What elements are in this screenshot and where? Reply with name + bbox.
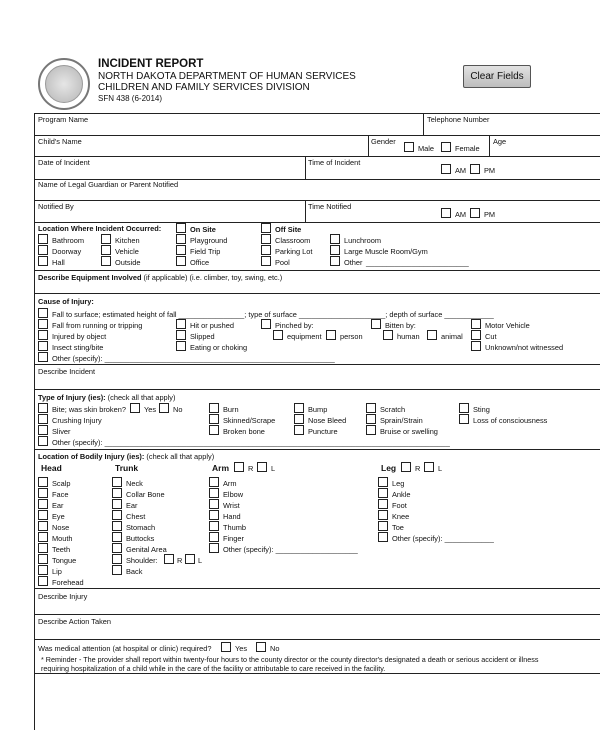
head-item: Forehead bbox=[52, 578, 84, 587]
male-label: Male bbox=[418, 144, 435, 153]
row-divider bbox=[35, 156, 600, 157]
injury-sprain: Sprain/Strain bbox=[380, 416, 423, 425]
injury-skinned: Skinned/Scrape bbox=[223, 416, 276, 425]
leg-checkbox[interactable] bbox=[378, 532, 388, 542]
head-checkbox[interactable] bbox=[38, 499, 48, 509]
notified-am-checkbox[interactable] bbox=[441, 208, 451, 218]
leg-item: Knee bbox=[392, 512, 410, 521]
injury-checkbox[interactable] bbox=[209, 425, 219, 435]
trunk-heading: Trunk bbox=[115, 463, 139, 473]
injury-type-hint: (check all that apply) bbox=[105, 393, 176, 402]
cause-checkbox[interactable] bbox=[261, 319, 271, 329]
describe-incident-label: Describe Incident bbox=[38, 367, 96, 376]
leg-checkbox[interactable] bbox=[378, 521, 388, 531]
location-checkbox[interactable] bbox=[101, 245, 111, 255]
location-checkbox[interactable] bbox=[261, 245, 271, 255]
medical-yes-label: Yes bbox=[235, 644, 248, 653]
cause-other: Other (specify): ________________________________________________________ bbox=[52, 354, 335, 363]
on-site-checkbox[interactable] bbox=[176, 223, 186, 233]
injury-checkbox[interactable] bbox=[38, 414, 48, 424]
cause-animal: animal bbox=[441, 332, 463, 341]
trunk-item: Genital Area bbox=[126, 545, 167, 554]
childs-name-label: Child's Name bbox=[38, 137, 82, 146]
injury-checkbox[interactable] bbox=[38, 403, 48, 413]
injury-puncture: Puncture bbox=[308, 427, 338, 436]
cause-slipped: Slipped bbox=[190, 332, 215, 341]
arm-item: Other (specify): ____________________ bbox=[223, 545, 358, 554]
injury-nose-bleed: Nose Bleed bbox=[308, 416, 347, 425]
gender-label: Gender bbox=[371, 137, 396, 146]
equipment-hint: (if applicable) (i.e. climber, toy, swing, etc.) bbox=[141, 273, 283, 282]
describe-injury-label: Describe Injury bbox=[38, 592, 88, 601]
location-checkbox[interactable] bbox=[261, 256, 271, 266]
trunk-checkbox[interactable] bbox=[112, 554, 122, 564]
cause-checkbox[interactable] bbox=[383, 330, 393, 340]
head-item: Eye bbox=[52, 512, 65, 521]
leg-right-checkbox[interactable] bbox=[401, 462, 411, 472]
cause-object: Injured by object bbox=[52, 332, 107, 341]
head-checkbox[interactable] bbox=[38, 488, 48, 498]
location-checkbox[interactable] bbox=[330, 234, 340, 244]
injury-checkbox[interactable] bbox=[209, 414, 219, 424]
female-checkbox[interactable] bbox=[441, 142, 451, 152]
location-gym: Large Muscle Room/Gym bbox=[344, 247, 428, 256]
location-field-trip: Field Trip bbox=[190, 247, 221, 256]
incident-form bbox=[34, 113, 600, 730]
location-checkbox[interactable] bbox=[176, 256, 186, 266]
location-outside: Outside bbox=[115, 258, 141, 267]
shoulder-left-checkbox[interactable] bbox=[185, 554, 195, 564]
arm-checkbox[interactable] bbox=[209, 521, 219, 531]
arm-left-checkbox[interactable] bbox=[257, 462, 267, 472]
row-divider bbox=[35, 588, 600, 589]
head-item: Lip bbox=[52, 567, 62, 576]
cause-checkbox[interactable] bbox=[176, 319, 186, 329]
trunk-item: Neck bbox=[126, 479, 143, 488]
injury-checkbox[interactable] bbox=[366, 414, 376, 424]
shoulder-right-checkbox[interactable] bbox=[164, 554, 174, 564]
arm-checkbox[interactable] bbox=[209, 543, 219, 553]
cause-hit: Hit or pushed bbox=[190, 321, 234, 330]
bite-yes-label: Yes bbox=[144, 405, 157, 414]
reminder-line-2: requiring hospitalization of a child while in the care of the facility or attributable to care received in the facility. bbox=[41, 664, 386, 673]
arm-heading: Arm bbox=[212, 463, 230, 473]
notified-pm-checkbox[interactable] bbox=[470, 208, 480, 218]
age-label: Age bbox=[493, 137, 507, 146]
off-site-checkbox[interactable] bbox=[261, 223, 271, 233]
arm-right-checkbox[interactable] bbox=[234, 462, 244, 472]
row-divider bbox=[35, 222, 600, 223]
head-checkbox[interactable] bbox=[38, 477, 48, 487]
location-checkbox[interactable] bbox=[101, 256, 111, 266]
arm-checkbox[interactable] bbox=[209, 532, 219, 542]
injury-scratch: Scratch bbox=[380, 405, 406, 414]
trunk-checkbox[interactable] bbox=[112, 510, 122, 520]
am-label: AM bbox=[455, 166, 467, 175]
cause-checkbox[interactable] bbox=[371, 319, 381, 329]
cause-checkbox[interactable] bbox=[38, 341, 48, 351]
state-seal-icon bbox=[45, 65, 83, 103]
column-divider bbox=[305, 156, 306, 179]
head-item: Tongue bbox=[52, 556, 77, 565]
head-item: Teeth bbox=[52, 545, 71, 554]
head-checkbox[interactable] bbox=[38, 510, 48, 520]
head-item: Mouth bbox=[52, 534, 73, 543]
state-seal bbox=[38, 58, 90, 110]
form-number: SFN 438 (6-2014) bbox=[98, 94, 163, 103]
division-name: CHILDREN AND FAMILY SERVICES DIVISION bbox=[98, 82, 310, 93]
medical-question: Was medical attention (at hospital or clinic) required? bbox=[38, 644, 212, 653]
row-divider bbox=[35, 200, 600, 201]
leg-left-label: L bbox=[438, 464, 443, 473]
leg-checkbox[interactable] bbox=[378, 477, 388, 487]
row-divider bbox=[35, 270, 600, 271]
cause-human: human bbox=[397, 332, 420, 341]
location-playground: Playground bbox=[190, 236, 228, 245]
bite-yes-checkbox[interactable] bbox=[130, 403, 140, 413]
trunk-item: Shoulder: bbox=[126, 556, 158, 565]
injury-loss-of-consciousness: Loss of consciousness bbox=[473, 416, 548, 425]
arm-left-label: L bbox=[271, 464, 276, 473]
arm-checkbox[interactable] bbox=[209, 488, 219, 498]
injury-bump: Bump bbox=[308, 405, 328, 414]
row-divider bbox=[35, 639, 600, 640]
cause-checkbox[interactable] bbox=[471, 341, 481, 351]
location-checkbox[interactable] bbox=[101, 234, 111, 244]
injury-broken-bone: Broken bone bbox=[223, 427, 265, 436]
row-divider bbox=[35, 614, 600, 615]
notified-by-label: Notified By bbox=[38, 202, 74, 211]
cause-label: Cause of Injury: bbox=[38, 297, 94, 306]
location-checkbox[interactable] bbox=[176, 245, 186, 255]
location-vehicle: Vehicle bbox=[115, 247, 139, 256]
head-checkbox[interactable] bbox=[38, 532, 48, 542]
location-bathroom: Bathroom bbox=[52, 236, 85, 245]
injury-other: Other (specify): ____________________________________________________________________________________ bbox=[52, 438, 450, 447]
location-classroom: Classroom bbox=[275, 236, 311, 245]
medical-no-checkbox[interactable] bbox=[256, 642, 266, 652]
row-divider bbox=[35, 364, 600, 365]
cause-bitten: Bitten by: bbox=[385, 321, 416, 330]
location-doorway: Doorway bbox=[52, 247, 82, 256]
arm-item: Finger bbox=[223, 534, 244, 543]
cause-cut: Cut bbox=[485, 332, 497, 341]
cause-motor-vehicle: Motor Vehicle bbox=[485, 321, 530, 330]
trunk-item: Stomach bbox=[126, 523, 156, 532]
location-label: Location Where Incident Occurred: bbox=[38, 224, 162, 233]
location-checkbox[interactable] bbox=[38, 245, 48, 255]
program-name-label: Program Name bbox=[38, 115, 89, 124]
location-checkbox[interactable] bbox=[176, 234, 186, 244]
leg-checkbox[interactable] bbox=[378, 499, 388, 509]
location-pool: Pool bbox=[275, 258, 290, 267]
medical-no-label: No bbox=[270, 644, 280, 653]
cause-checkbox[interactable] bbox=[38, 330, 48, 340]
guardian-label: Name of Legal Guardian or Parent Notified bbox=[38, 180, 179, 189]
column-divider bbox=[368, 135, 369, 156]
location-hall: Hall bbox=[52, 258, 65, 267]
off-site-label: Off Site bbox=[275, 225, 302, 234]
telephone-label: Telephone Number bbox=[427, 115, 490, 124]
equipment-title: Describe Equipment Involved bbox=[38, 273, 142, 282]
medical-yes-checkbox[interactable] bbox=[221, 642, 231, 652]
trunk-checkbox[interactable] bbox=[112, 499, 122, 509]
cause-checkbox[interactable] bbox=[176, 330, 186, 340]
incident-pm-checkbox[interactable] bbox=[470, 164, 480, 174]
location-lunchroom: Lunchroom bbox=[344, 236, 381, 245]
shoulder-left-label: L bbox=[198, 556, 203, 565]
cause-checkbox[interactable] bbox=[427, 330, 437, 340]
date-of-incident-label: Date of Incident bbox=[38, 158, 90, 167]
head-item: Face bbox=[52, 490, 69, 499]
head-checkbox[interactable] bbox=[38, 565, 48, 575]
leg-checkbox[interactable] bbox=[378, 510, 388, 520]
row-divider bbox=[35, 673, 600, 674]
head-checkbox[interactable] bbox=[38, 521, 48, 531]
head-checkbox[interactable] bbox=[38, 554, 48, 564]
location-checkbox[interactable] bbox=[38, 234, 48, 244]
injury-checkbox[interactable] bbox=[459, 403, 469, 413]
location-checkbox[interactable] bbox=[330, 256, 340, 266]
column-divider bbox=[423, 114, 424, 135]
clear-fields-button[interactable]: Clear Fields bbox=[463, 65, 531, 88]
arm-item: Wrist bbox=[223, 501, 240, 510]
cause-insect: Insect sting/bite bbox=[52, 343, 104, 352]
injury-checkbox[interactable] bbox=[366, 403, 376, 413]
location-checkbox[interactable] bbox=[330, 245, 340, 255]
cause-checkbox[interactable] bbox=[38, 352, 48, 362]
trunk-checkbox[interactable] bbox=[112, 488, 122, 498]
cause-fall: Fall to surface; estimated height of fall ________________; type of surface _____________________; depth of surface ____________ bbox=[52, 310, 494, 319]
trunk-checkbox[interactable] bbox=[112, 565, 122, 575]
arm-right-label: R bbox=[248, 464, 254, 473]
head-item: Scalp bbox=[52, 479, 71, 488]
injury-type-label bbox=[38, 393, 175, 402]
arm-item: Arm bbox=[223, 479, 237, 488]
cause-equipment: equipment bbox=[287, 332, 322, 341]
form-title: INCIDENT REPORT bbox=[98, 58, 204, 70]
injury-checkbox[interactable] bbox=[366, 425, 376, 435]
cause-checkbox[interactable] bbox=[471, 330, 481, 340]
bite-no-label: No bbox=[173, 405, 183, 414]
department-name: NORTH DAKOTA DEPARTMENT OF HUMAN SERVICES bbox=[98, 71, 356, 82]
trunk-item: Buttocks bbox=[126, 534, 155, 543]
head-heading: Head bbox=[41, 463, 62, 473]
leg-item: Other (specify): ____________ bbox=[392, 534, 494, 543]
location-office: Office bbox=[190, 258, 210, 267]
trunk-item: Ear bbox=[126, 501, 138, 510]
arm-item: Elbow bbox=[223, 490, 244, 499]
arm-checkbox[interactable] bbox=[209, 499, 219, 509]
row-divider bbox=[35, 293, 600, 294]
location-parking-lot: Parking Lot bbox=[275, 247, 313, 256]
cause-pinched: Pinched by: bbox=[275, 321, 314, 330]
male-checkbox[interactable] bbox=[404, 142, 414, 152]
injury-sting: Sting bbox=[473, 405, 490, 414]
incident-am-checkbox[interactable] bbox=[441, 164, 451, 174]
arm-checkbox[interactable] bbox=[209, 510, 219, 520]
head-item: Nose bbox=[52, 523, 70, 532]
injury-bite: Bite; was skin broken? bbox=[52, 405, 126, 414]
injury-burn: Burn bbox=[223, 405, 239, 414]
trunk-item: Chest bbox=[126, 512, 146, 521]
cause-checkbox[interactable] bbox=[38, 308, 48, 318]
leg-item: Leg bbox=[392, 479, 405, 488]
injury-checkbox[interactable] bbox=[38, 425, 48, 435]
bite-no-checkbox[interactable] bbox=[159, 403, 169, 413]
time-of-incident-label: Time of Incident bbox=[308, 158, 361, 167]
location-kitchen: Kitchen bbox=[115, 236, 140, 245]
reminder-line-1: * Reminder - The provider shall report within twenty-four hours to the county director or the county director's designated a death or serious accident or illness bbox=[41, 655, 539, 664]
location-other: Other bbox=[344, 258, 363, 267]
injury-checkbox[interactable] bbox=[294, 414, 304, 424]
cause-checkbox[interactable] bbox=[326, 330, 336, 340]
on-site-label: On Site bbox=[190, 225, 216, 234]
head-item: Ear bbox=[52, 501, 64, 510]
describe-action-label: Describe Action Taken bbox=[38, 617, 111, 626]
leg-heading: Leg bbox=[381, 463, 397, 473]
cause-checkbox[interactable] bbox=[176, 341, 186, 351]
injury-type-title: Type of Injury (ies): bbox=[38, 393, 106, 402]
injury-checkbox[interactable] bbox=[294, 425, 304, 435]
body-title: Location of Bodily Injury (ies): bbox=[38, 452, 145, 461]
column-divider bbox=[489, 135, 490, 156]
pm-label: PM bbox=[484, 210, 496, 219]
arm-item: Thumb bbox=[223, 523, 247, 532]
injury-checkbox[interactable] bbox=[459, 414, 469, 424]
trunk-checkbox[interactable] bbox=[112, 521, 122, 531]
location-checkbox[interactable] bbox=[38, 256, 48, 266]
leg-checkbox[interactable] bbox=[378, 488, 388, 498]
row-divider bbox=[35, 449, 600, 450]
row-divider bbox=[35, 135, 600, 136]
trunk-item: Back bbox=[126, 567, 143, 576]
injury-crushing: Crushing Injury bbox=[52, 416, 102, 425]
body-label bbox=[38, 452, 214, 461]
leg-item: Toe bbox=[392, 523, 404, 532]
location-checkbox[interactable] bbox=[261, 234, 271, 244]
body-hint: (check all that apply) bbox=[144, 452, 215, 461]
leg-item: Foot bbox=[392, 501, 407, 510]
cause-eating: Eating or choking bbox=[190, 343, 248, 352]
trunk-checkbox[interactable] bbox=[112, 543, 122, 553]
cause-running: Fall from running or tripping bbox=[52, 321, 143, 330]
arm-checkbox[interactable] bbox=[209, 477, 219, 487]
time-notified-label: Time Notified bbox=[308, 202, 352, 211]
injury-checkbox[interactable] bbox=[209, 403, 219, 413]
injury-checkbox[interactable] bbox=[38, 436, 48, 446]
leg-right-label: R bbox=[415, 464, 421, 473]
injury-checkbox[interactable] bbox=[294, 403, 304, 413]
cause-checkbox[interactable] bbox=[471, 319, 481, 329]
leg-left-checkbox[interactable] bbox=[424, 462, 434, 472]
arm-item: Hand bbox=[223, 512, 241, 521]
trunk-item: Collar Bone bbox=[126, 490, 165, 499]
injury-sliver: Sliver bbox=[52, 427, 71, 436]
trunk-checkbox[interactable] bbox=[112, 477, 122, 487]
cause-person: person bbox=[340, 332, 363, 341]
row-divider bbox=[35, 389, 600, 390]
head-checkbox[interactable] bbox=[38, 576, 48, 586]
column-divider bbox=[305, 200, 306, 222]
cause-checkbox[interactable] bbox=[273, 330, 283, 340]
pm-label: PM bbox=[484, 166, 496, 175]
shoulder-right-label: R bbox=[177, 556, 183, 565]
female-label: Female bbox=[455, 144, 480, 153]
cause-unknown: Unknown/not witnessed bbox=[485, 343, 564, 352]
am-label: AM bbox=[455, 210, 467, 219]
injury-bruise: Bruise or swelling bbox=[380, 427, 438, 436]
head-checkbox[interactable] bbox=[38, 543, 48, 553]
trunk-checkbox[interactable] bbox=[112, 532, 122, 542]
location-other-line[interactable]: _________________________ bbox=[366, 258, 469, 267]
leg-item: Ankle bbox=[392, 490, 411, 499]
cause-checkbox[interactable] bbox=[38, 319, 48, 329]
equipment-label bbox=[38, 273, 282, 282]
